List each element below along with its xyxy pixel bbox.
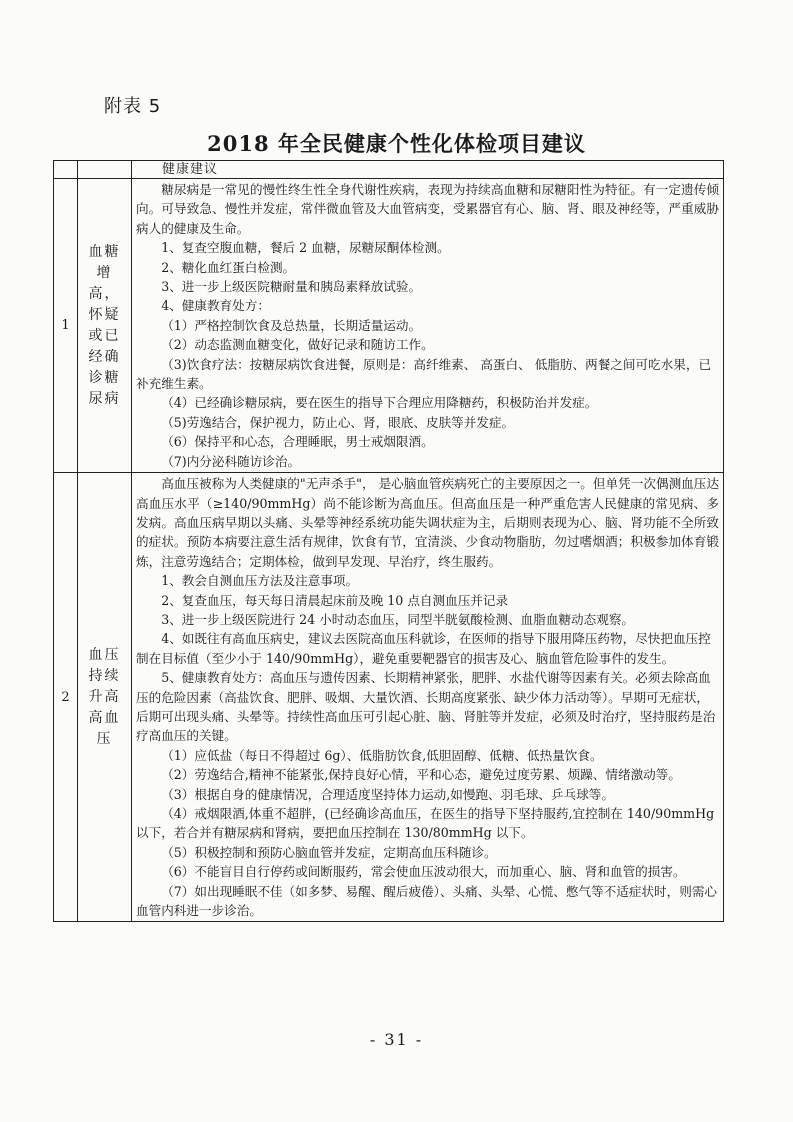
advice-item: 2、糖化血红蛋白检测。: [161, 259, 296, 275]
advice-cell: [132, 179, 724, 473]
page-number: - 31 -: [369, 1030, 424, 1049]
advice-subitem: （5)劳逸结合，保护视力，防止心、肾，眼底、皮肤等并发症。: [161, 414, 515, 430]
advice-subitem: （4）戒烟限酒,体重不超胖，(已经确诊高血压，在医生的指导下坚持服药,宜控制在 140/90mmHg 以下，若合并有糖尿病和肾病，要把血压控制在 130/80mmHg 以下。: [136, 806, 715, 841]
table-row: [54, 179, 724, 473]
advice-subitem: （3）根据自身的健康情况，合理适度坚持体力运动,如慢跑、羽毛球、乒乓球等。: [161, 786, 614, 802]
condition-label: 血糖增高，怀疑或已经确诊糖尿病: [88, 243, 121, 407]
advice-subitem: （2）动态监测血糖变化，做好记录和随访工作。: [161, 337, 434, 353]
header-advice: 健康建议: [132, 161, 724, 179]
advice-item: 3、进一步上级医院进行 24 小时动态血压，同型半胱氨酸检测、血脂血糖动态观察。: [161, 611, 635, 627]
intro-paragraph: 高血压被称为人类健康的"无声杀手"， 是心脑血管疾病死亡的主要原因之一。但单凭一次偶测血压达高血压水平（≥140/90mmHg）尚不能诊断为高血压。但高血压是一种严重危害人民健康的常见病、多发病。高血压病早期以头痛、头晕等神经系统功能失调状症为主，后期则表现为心、脑、肾功能不全所致的症状。预防本病要注意生活有规律，饮食有节，宜清淡、少食动物脂肪，勿过嗜烟酒；积极参加体育锻炼，注意劳逸结合；定期体检，做到早发现、早治疗，终生服药。: [136, 476, 719, 569]
advice-item: 1、教会自测血压方法及注意事项。: [161, 573, 359, 589]
advice-subitem: （2）劳逸结合,精神不能紧张,保持良好心情，平和心态，避免过度劳累、烦躁、情绪激动等。: [161, 767, 681, 783]
table-row: [54, 473, 724, 922]
advice-item: 4、如既往有高血压病史，建议去医院高血压科就诊，在医师的指导下服用降压药物，尽快把血压控制在目标值（至少小于 140/90mmHg），避免重要靶器官的损害及心、脑血管危险事件的发生。: [136, 631, 711, 666]
health-advice-table: [53, 160, 724, 922]
advice-subitem: （6）不能盲目自行停药或间断服药，常会使血压波动很大，而加重心、脑、肾和血管的损害。: [161, 864, 686, 880]
advice-subitem: （1）应低盐（每日不得超过 6g）、低脂肪饮食,低胆固醇、低糖、低热量饮食。: [161, 747, 603, 763]
advice-subitem: （1）严格控制饮食及总热量，长期适量运动。: [161, 317, 422, 333]
advice-cell: [132, 473, 724, 922]
advice-item: 2、复查血压，每天每日清晨起床前及晚 10 点自测血压并记录: [161, 592, 509, 608]
advice-subitem: （5）积极控制和预防心脑血管并发症，定期高血压科随诊。: [161, 844, 497, 860]
header-number-cell: [54, 161, 78, 179]
row-number: 1: [54, 179, 78, 473]
header-condition-cell: [78, 161, 132, 179]
advice-subitem: （3)饮食疗法：按糖尿病饮食进餐，原则是：高纤维素、 高蛋白、 低脂肪、两餐之间可吃水果，已补充维生素。: [136, 356, 712, 392]
condition-cell: [78, 179, 132, 473]
advice-item: 5、健康教育处方：高血压与遗传因素、长期精神紧张，肥胖、水盐代谢等因素有关。必须去除高血压的危险因素（高盐饮食、肥胖、吸烟、大量饮酒、长期高度紧张、缺少体力活动等）。早期可无症状，后期可出现头痛、头晕等。持续性高血压可引起心脏、脑、肾脏等并发症，必须及时治疗，坚持服药是治疗高血压的关键。: [136, 670, 716, 744]
advice-item: 1、复查空腹血糖，餐后 2 血糖，尿糖尿酮体检测。: [161, 240, 450, 256]
advice-item: 4、健康教育处方：: [161, 298, 270, 314]
advice-subitem: （7）如出现睡眠不佳（如多梦、易醒、醒后疲倦）、头痛、头晕、心慌、憋气等不适症状时，则需心血管内科进一步诊治。: [136, 883, 718, 919]
advice-item: 3、进一步上级医院糖耐量和胰岛素释放试验。: [161, 279, 422, 295]
table-header-row: [54, 161, 724, 179]
page-title: 2018 年全民健康个性化体检项目建议: [207, 131, 586, 156]
condition-cell: [78, 473, 132, 922]
advice-subitem: （6）保持平和心态，合理睡眠，男士戒烟限酒。: [161, 434, 434, 450]
row-number: 2: [54, 473, 78, 922]
intro-paragraph: 糖尿病是一常见的慢性终生性全身代谢性疾病，表现为持续高血糖和尿糖阳性为特征。有一定遗传倾向。可导致急、慢性并发症，常伴微血管及大血管病变，受累器官有心、脑、肾、眼及神经等，严重威胁病人的健康及生命。: [136, 182, 719, 236]
advice-subitem: （7)内分泌科随访诊治。: [161, 453, 301, 469]
condition-label: 血压持续升高高血压: [88, 646, 121, 747]
advice-subitem: （4）已经确诊糖尿病，要在医生的指导下合理应用降糖药，积极防治并发症。: [161, 395, 598, 411]
annex-label: 附表 5: [104, 96, 162, 117]
